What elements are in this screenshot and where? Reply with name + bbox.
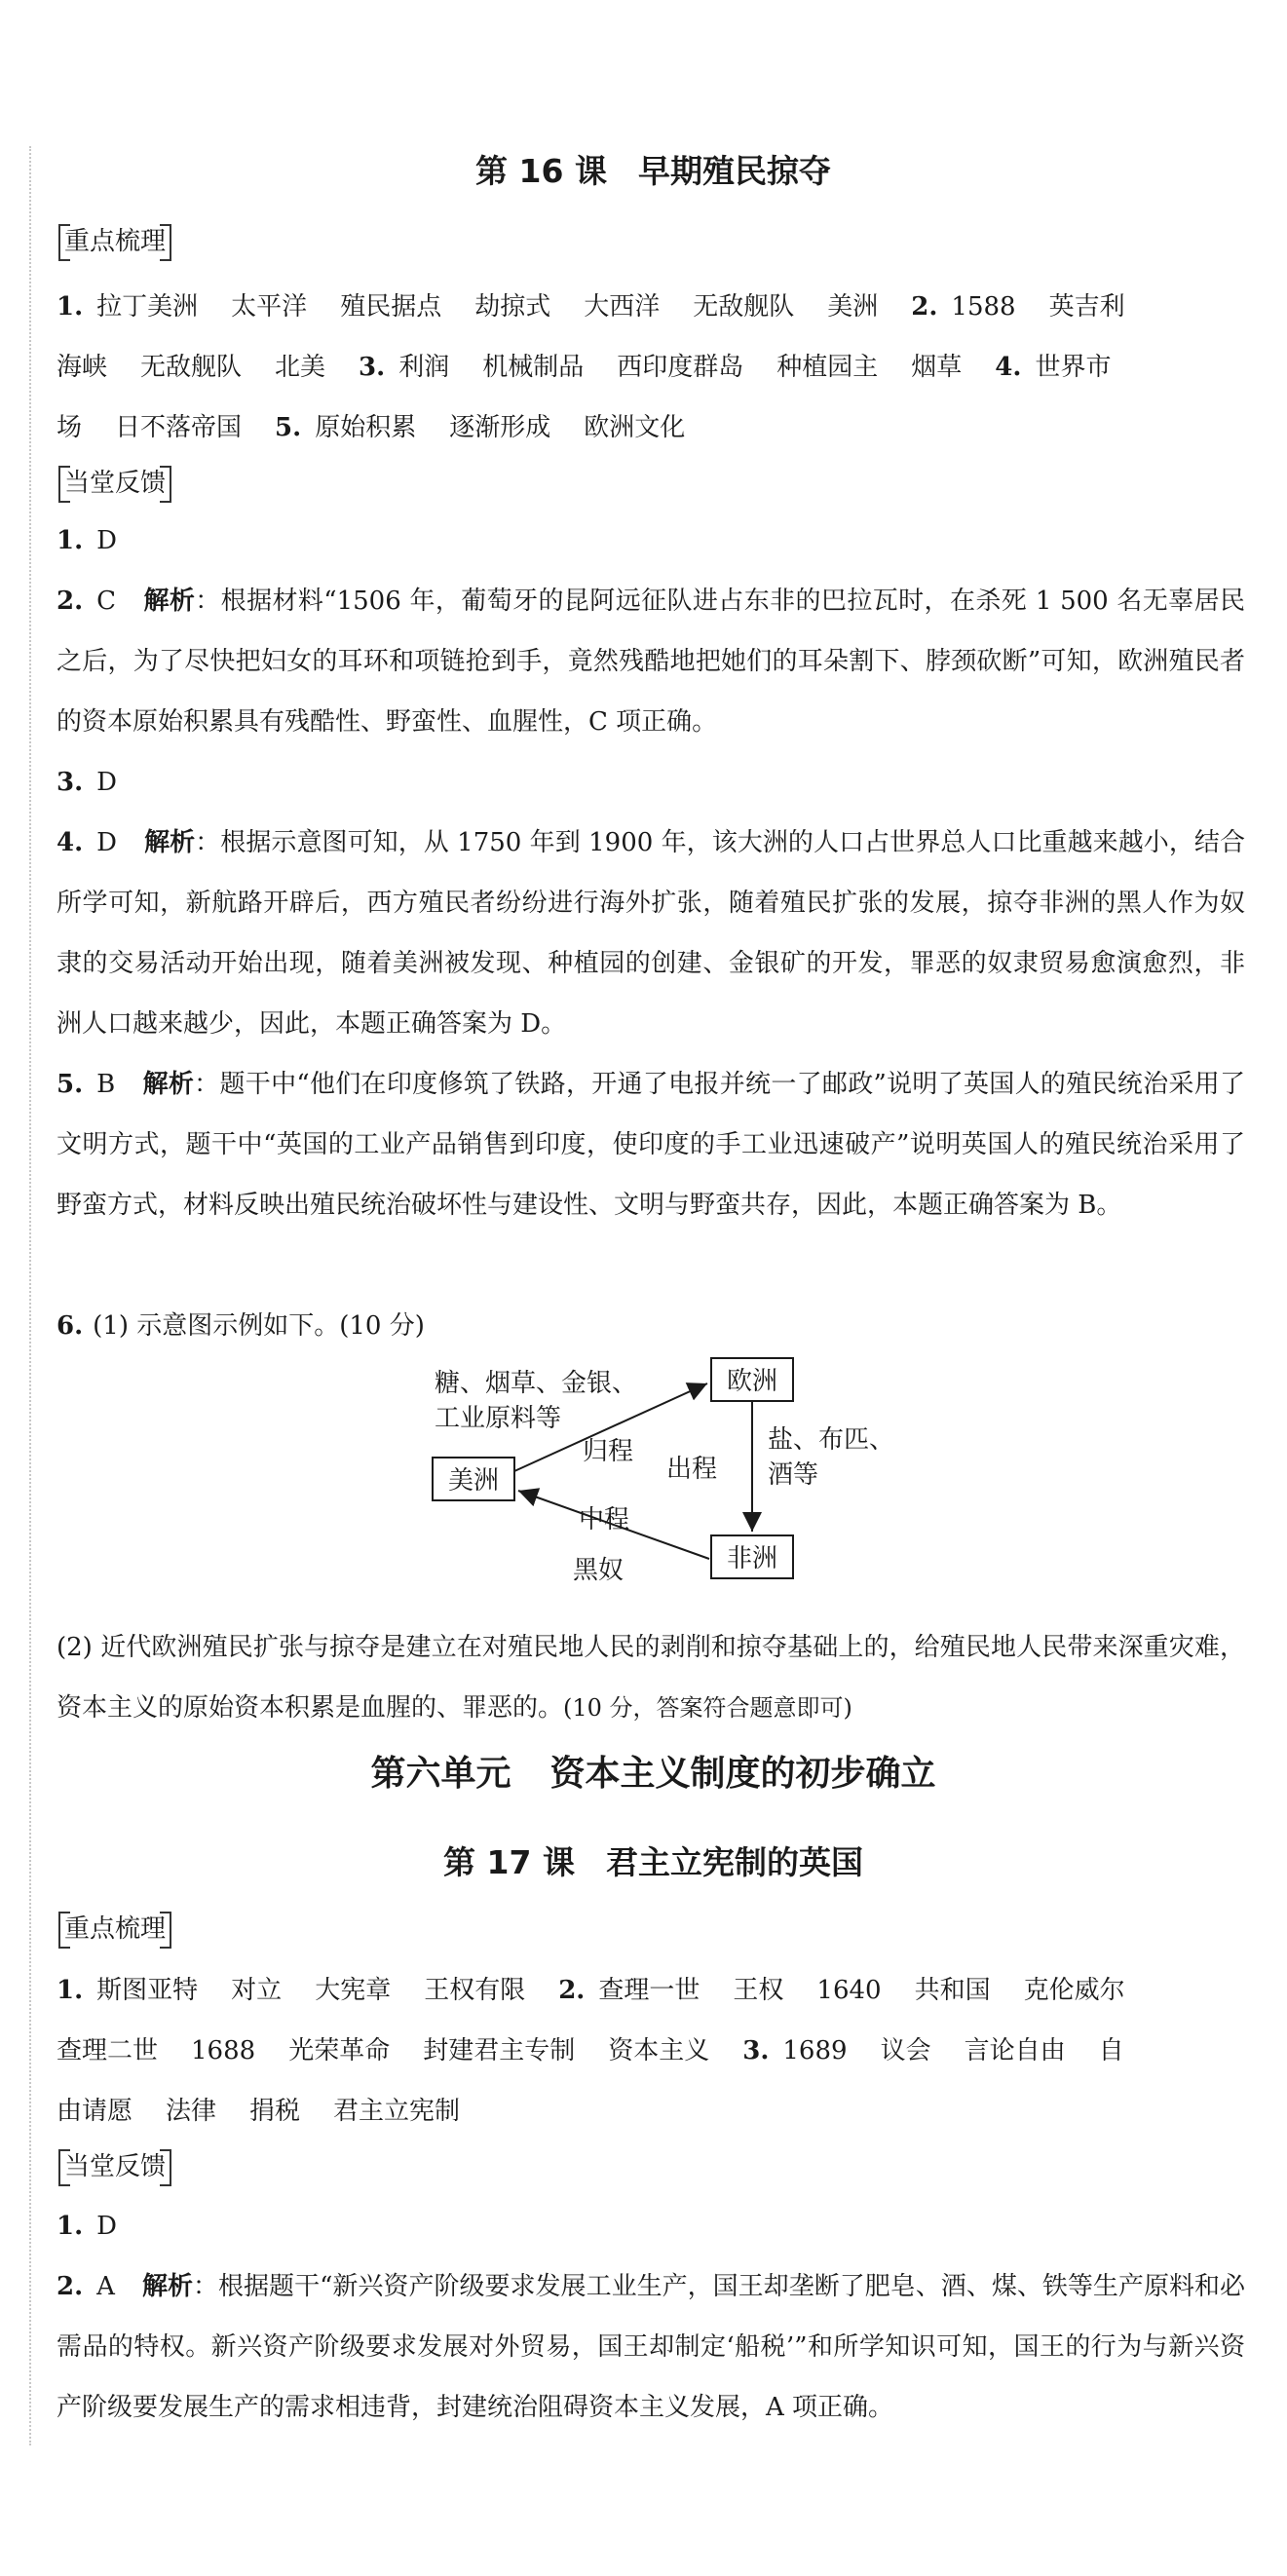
answer-2 [57,571,1245,752]
key-term: 种植园主 [776,353,879,382]
key-term: 查理二世 [57,2036,159,2065]
africa-label: 非洲 [726,1544,778,1573]
analysis-label: 解析 [142,1070,195,1099]
section-label: 重点梳理 [64,227,167,256]
key-term: 议会 [880,2036,931,2065]
analysis-label: 解析 [144,828,196,857]
item-number: 4. [995,353,1022,382]
section-label: 重点梳理 [64,1914,167,1944]
answer-1 [57,2196,1245,2256]
key-term: 大宪章 [315,1976,392,2005]
question-number: 6. [57,1311,84,1341]
binding-margin-line [29,146,31,2445]
key-term: 自 [1098,2036,1124,2065]
section-key-points [58,224,171,259]
outbound-leg-label: 出程 [666,1455,718,1484]
unit-name: 资本主义制度的初步确立 [549,1754,936,1794]
answer-text: (2) 近代欧洲殖民扩张与掠夺是建立在对殖民地人民的剥削和掠夺基础上的，给殖民地人民带来深重灾难，资本主义的原始资本积累是血腥的、罪恶的。 [57,1633,1245,1723]
answer-1 [57,511,1245,571]
key-term: 无敌舰队 [693,292,795,322]
answer-choice: D [96,768,118,797]
analysis-text: ：根据材料“1506 年，葡萄牙的昆阿远征队进占东非的巴拉瓦时，在杀死 1 500 名无辜居民之后，为了尽快把妇女的耳环和项链抢到手，竟然残酷地把她们的耳朵割下、脖颈砍断”可知，欧洲殖民者的资本原始积累具有残酷性、野蛮性、血腥性，C 项正确。 [57,587,1245,737]
key-term: 斯图亚特 [96,1976,199,2005]
key-term: 由请愿 [57,2097,133,2126]
key-term: 王权有限 [424,1976,526,2005]
unit-number: 第六单元 [370,1754,511,1794]
key-term: 太平洋 [231,292,308,322]
answer-choice: A [96,2272,115,2301]
europe-label: 欧洲 [726,1367,778,1396]
key-points-line [57,2081,1245,2141]
key-term: 法律 [166,2097,217,2126]
unit-6-title [57,1746,1250,1796]
key-term: 共和国 [914,1976,991,2005]
key-points-line [57,277,1245,337]
question-number: 1. [57,526,84,555]
answer-choice: D [96,2212,118,2241]
key-term: 资本主义 [608,2036,710,2065]
item-number: 1. [57,292,84,322]
key-term: 西印度群岛 [617,353,744,382]
key-term: 欧洲文化 [584,413,686,442]
key-term: 海峡 [57,353,108,382]
question-number: 1. [57,2212,84,2241]
key-term: 原始积累 [315,413,417,442]
question-number: 3. [57,768,84,797]
key-term: 殖民据点 [340,292,442,322]
key-term: 光荣革命 [288,2036,391,2065]
key-term: 场 [57,413,83,442]
key-term: 对立 [231,1976,283,2005]
goods-to-europe-line-2: 工业原料等 [435,1404,562,1433]
goods-to-europe-line-1: 糖、烟草、金银、 [435,1369,638,1398]
key-term: 大西洋 [584,292,661,322]
item-number: 1. [57,1976,84,2005]
triangular-trade-diagram [349,1354,953,1598]
question-number: 2. [57,2272,84,2301]
goods-to-africa-line-2: 酒等 [768,1460,819,1490]
key-term: 北美 [275,353,326,382]
key-term: 王权 [733,1976,784,2005]
item-number: 3. [359,353,386,382]
key-points-line [57,1960,1245,2021]
key-term: 捐税 [249,2097,301,2126]
key-term: 君主立宪制 [333,2097,461,2126]
section-feedback [58,2149,171,2184]
answer-3 [57,752,1245,813]
item-number: 3. [742,2036,770,2065]
answer-4 [57,813,1245,1054]
key-term: 逐渐形成 [449,413,551,442]
section-label: 当堂反馈 [64,2152,167,2181]
answer-5 [57,1054,1245,1235]
key-term: 克伦威尔 [1023,1976,1125,2005]
question-number: 5. [57,1070,84,1099]
question-number: 2. [57,587,84,616]
america-label: 美洲 [447,1466,500,1496]
key-term: 1588 [951,292,1016,322]
answer-choice: D [96,828,118,857]
key-term: 利润 [398,353,450,382]
answer-text: (1) 示意图示例如下。(10 分) [93,1311,425,1341]
slaves-label: 黑奴 [573,1556,625,1585]
lesson-number: 第 17 课 [443,1843,575,1881]
analysis-label: 解析 [143,587,196,616]
section-label: 当堂反馈 [64,469,167,498]
answer-6-part-1 [57,1296,1245,1356]
item-number: 2. [558,1976,586,2005]
return-leg-label: 归程 [583,1437,634,1466]
key-term: 美洲 [827,292,879,322]
key-points-line [57,337,1245,398]
middle-leg-label: 中程 [579,1505,630,1534]
goods-to-africa-line-1: 盐、布匹、 [768,1425,895,1455]
key-term: 1689 [782,2036,848,2065]
key-term: 查理一世 [598,1976,700,2005]
key-term: 日不落帝国 [115,413,243,442]
item-number: 5. [275,413,302,442]
key-term: 劫掠式 [474,292,551,322]
key-term: 言论自由 [964,2036,1066,2065]
key-term: 英吉利 [1048,292,1125,322]
answer-choice: C [96,587,117,616]
section-feedback [58,466,171,501]
answer-choice: B [96,1070,116,1099]
key-term: 1640 [816,1976,882,2005]
answer-2 [57,2256,1245,2438]
lesson-name: 君主立宪制的英国 [605,1843,863,1881]
lesson-name: 早期殖民掠夺 [637,152,831,190]
lesson-16-title [57,146,1250,192]
section-key-points [58,1912,171,1947]
analysis-text: ：根据示意图可知，从 1750 年到 1900 年，该大洲的人口占世界总人口比重越来越小，结合所学可知，新航路开辟后，西方殖民者纷纷进行海外扩张，随着殖民扩张的发展，掠夺非洲的黑人作为奴隶的交易活动开始出现，随着美洲被发现、种植园的创建、金银矿的开发，罪恶的奴隶贸易愈演愈烈，非洲人口越来越少，因此，本题正确答案为 D。 [57,828,1245,1039]
key-term: 烟草 [911,353,963,382]
analysis-text: ：根据题干“新兴资产阶级要求发展工业生产，国王却垄断了肥皂、酒、煤、铁等生产原料和必需品的特权。新兴资产阶级要求发展对外贸易，国王却制定‘船税’”和所学知识可知，国王的行为与新兴资产阶级要发展生产的需求相违背，封建统治阻碍资本主义发展，A 项正确。 [57,2272,1245,2422]
analysis-label: 解析 [141,2272,193,2301]
key-term: 拉丁美洲 [96,292,199,322]
key-term: 世界市 [1035,353,1112,382]
lesson-number: 第 16 课 [475,152,607,190]
answer-6-part-2 [57,1617,1245,1738]
score-note: (10 分，答案符合题意即可) [563,1694,852,1722]
key-term: 无敌舰队 [140,353,243,382]
answer-choice: D [96,526,118,555]
question-number: 4. [57,828,84,857]
lesson-17-title [57,1837,1250,1883]
key-term: 机械制品 [482,353,585,382]
key-term: 1688 [191,2036,256,2065]
item-number: 2. [911,292,938,322]
analysis-text: ：题干中“他们在印度修筑了铁路，开通了电报并统一了邮政”说明了英国人的殖民统治采用了文明方式，题干中“英国的工业产品销售到印度，使印度的手工业迅速破产”说明英国人的殖民统治采用了野蛮方式，材料反映出殖民统治破坏性与建设性、文明与野蛮共存，因此，本题正确答案为 B。 [57,1070,1245,1220]
key-points-line [57,2021,1245,2081]
key-term: 封建君主专制 [423,2036,576,2065]
key-points-line [57,398,1245,458]
